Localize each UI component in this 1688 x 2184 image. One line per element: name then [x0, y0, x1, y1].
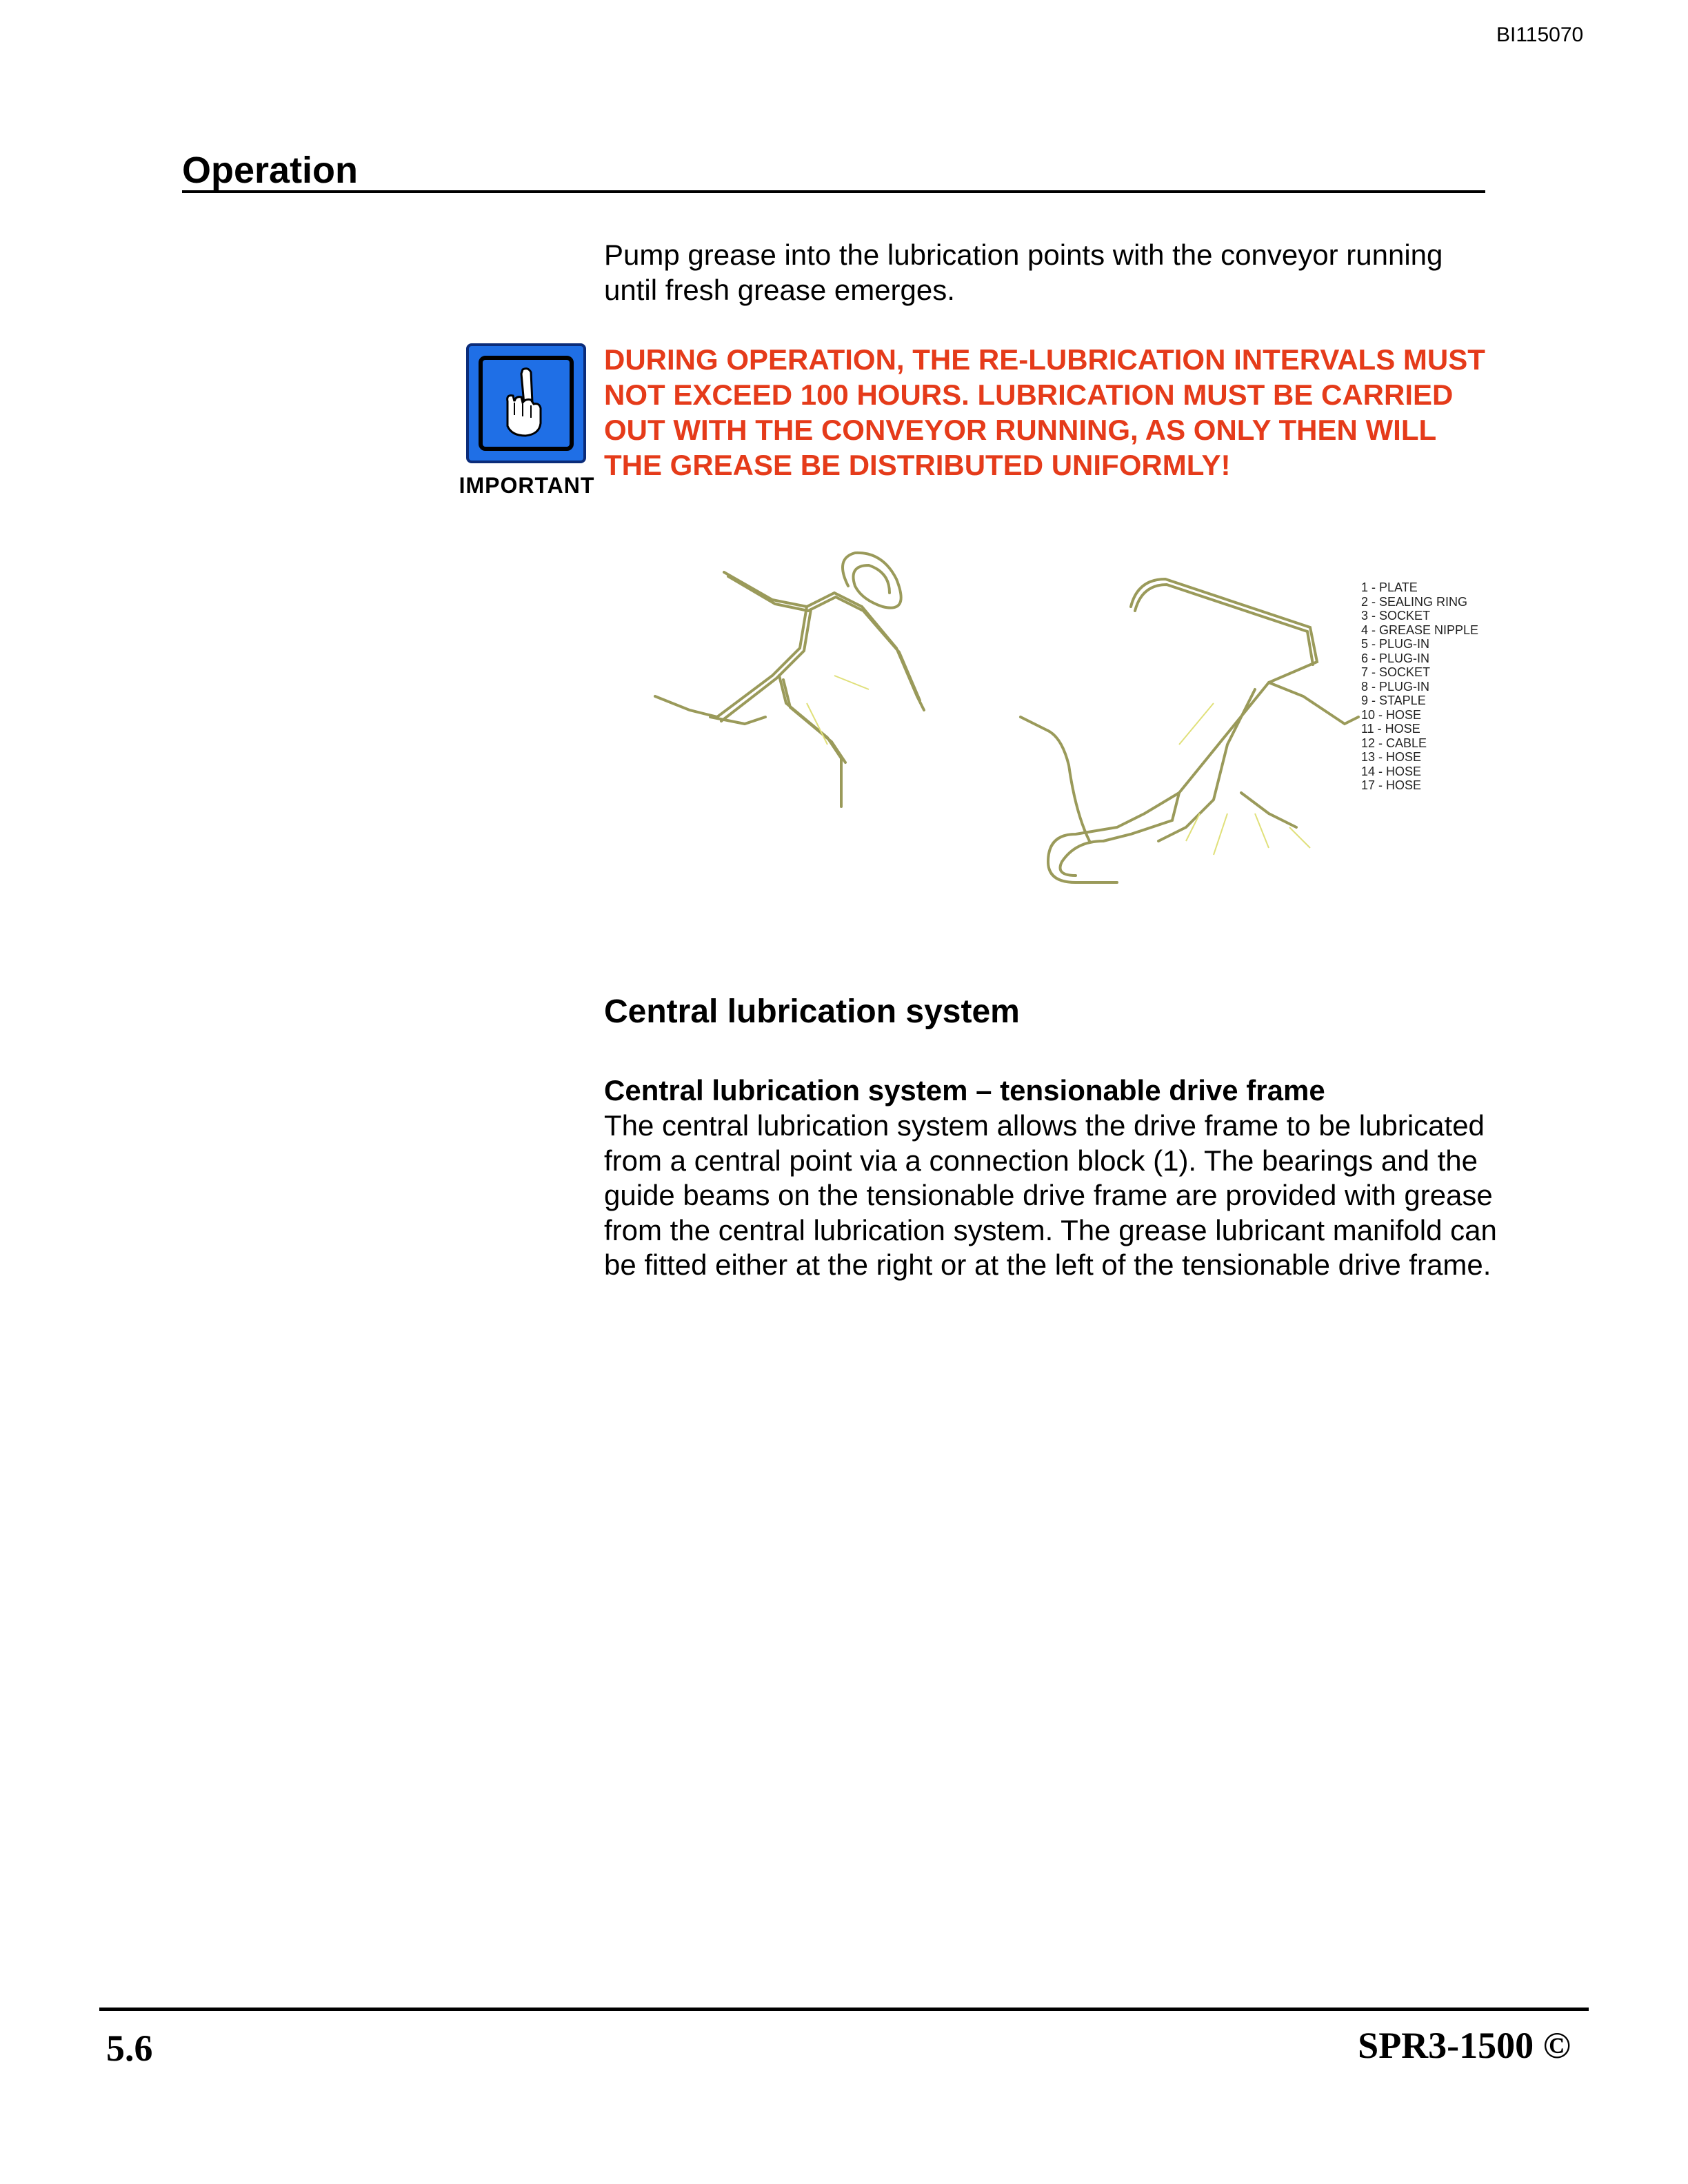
- document-code: SPR3-1500 ©: [1358, 2025, 1571, 2066]
- tensionable-drive-frame-heading: Central lubrication system – tensionable drive frame: [604, 1074, 1325, 1106]
- intro-paragraph: Pump grease into the lubrication points with the conveyor running until fresh grease emerges.: [604, 239, 1443, 306]
- legend-item: 12 - CABLE: [1361, 736, 1427, 750]
- legend-item: 9 - STAPLE: [1361, 694, 1426, 707]
- page-number: 5.6: [106, 2028, 153, 2069]
- legend-item: 7 - SOCKET: [1361, 665, 1431, 679]
- legend-item: 5 - PLUG-IN: [1361, 637, 1430, 651]
- document-id: BI115070: [1496, 23, 1584, 46]
- legend-item: 3 - SOCKET: [1361, 609, 1431, 623]
- important-label: IMPORTANT: [459, 473, 595, 498]
- legend-item: 17 - HOSE: [1361, 778, 1422, 792]
- legend-item: 1 - PLATE: [1361, 580, 1418, 594]
- legend-item: 11 - HOSE: [1361, 722, 1420, 736]
- legend-item: 6 - PLUG-IN: [1361, 651, 1430, 665]
- warning-text: DURING OPERATION, THE RE-LUBRICATION INTERVALS MUST NOT EXCEED 100 HOURS. LUBRICATION MUST BE CARRIED OUT WITH THE CONVEYOR RUNNING, AS ONLY THEN WILL THE GREASE BE DISTRIBUTED UNIFORMLY!: [604, 343, 1485, 481]
- section-title: Operation: [182, 146, 1485, 193]
- pointing-hand-icon: [466, 343, 586, 463]
- figure-legend: [1361, 580, 1527, 793]
- legend-item: 13 - HOSE: [1361, 750, 1422, 764]
- legend-item: 4 - GREASE NIPPLE: [1361, 623, 1479, 637]
- legend-item: 10 - HOSE: [1361, 707, 1422, 722]
- legend-item: 2 - SEALING RING: [1361, 594, 1468, 609]
- footer-divider: [99, 2008, 1589, 2011]
- central-lubrication-heading: Central lubrication system: [604, 993, 1020, 1030]
- legend-item: 14 - HOSE: [1361, 764, 1422, 778]
- central-lubrication-body: The central lubrication system allows the drive frame to be lubricated from a central point via a connection block (1). The bearings and the guide beams on the tensionable drive frame are provided with grease from the central lubrication system. The grease lubricant manifold can be fitted either at the right or at the left of the tensionable drive frame.: [604, 1109, 1497, 1281]
- legend-item: 8 - PLUG-IN: [1361, 679, 1430, 694]
